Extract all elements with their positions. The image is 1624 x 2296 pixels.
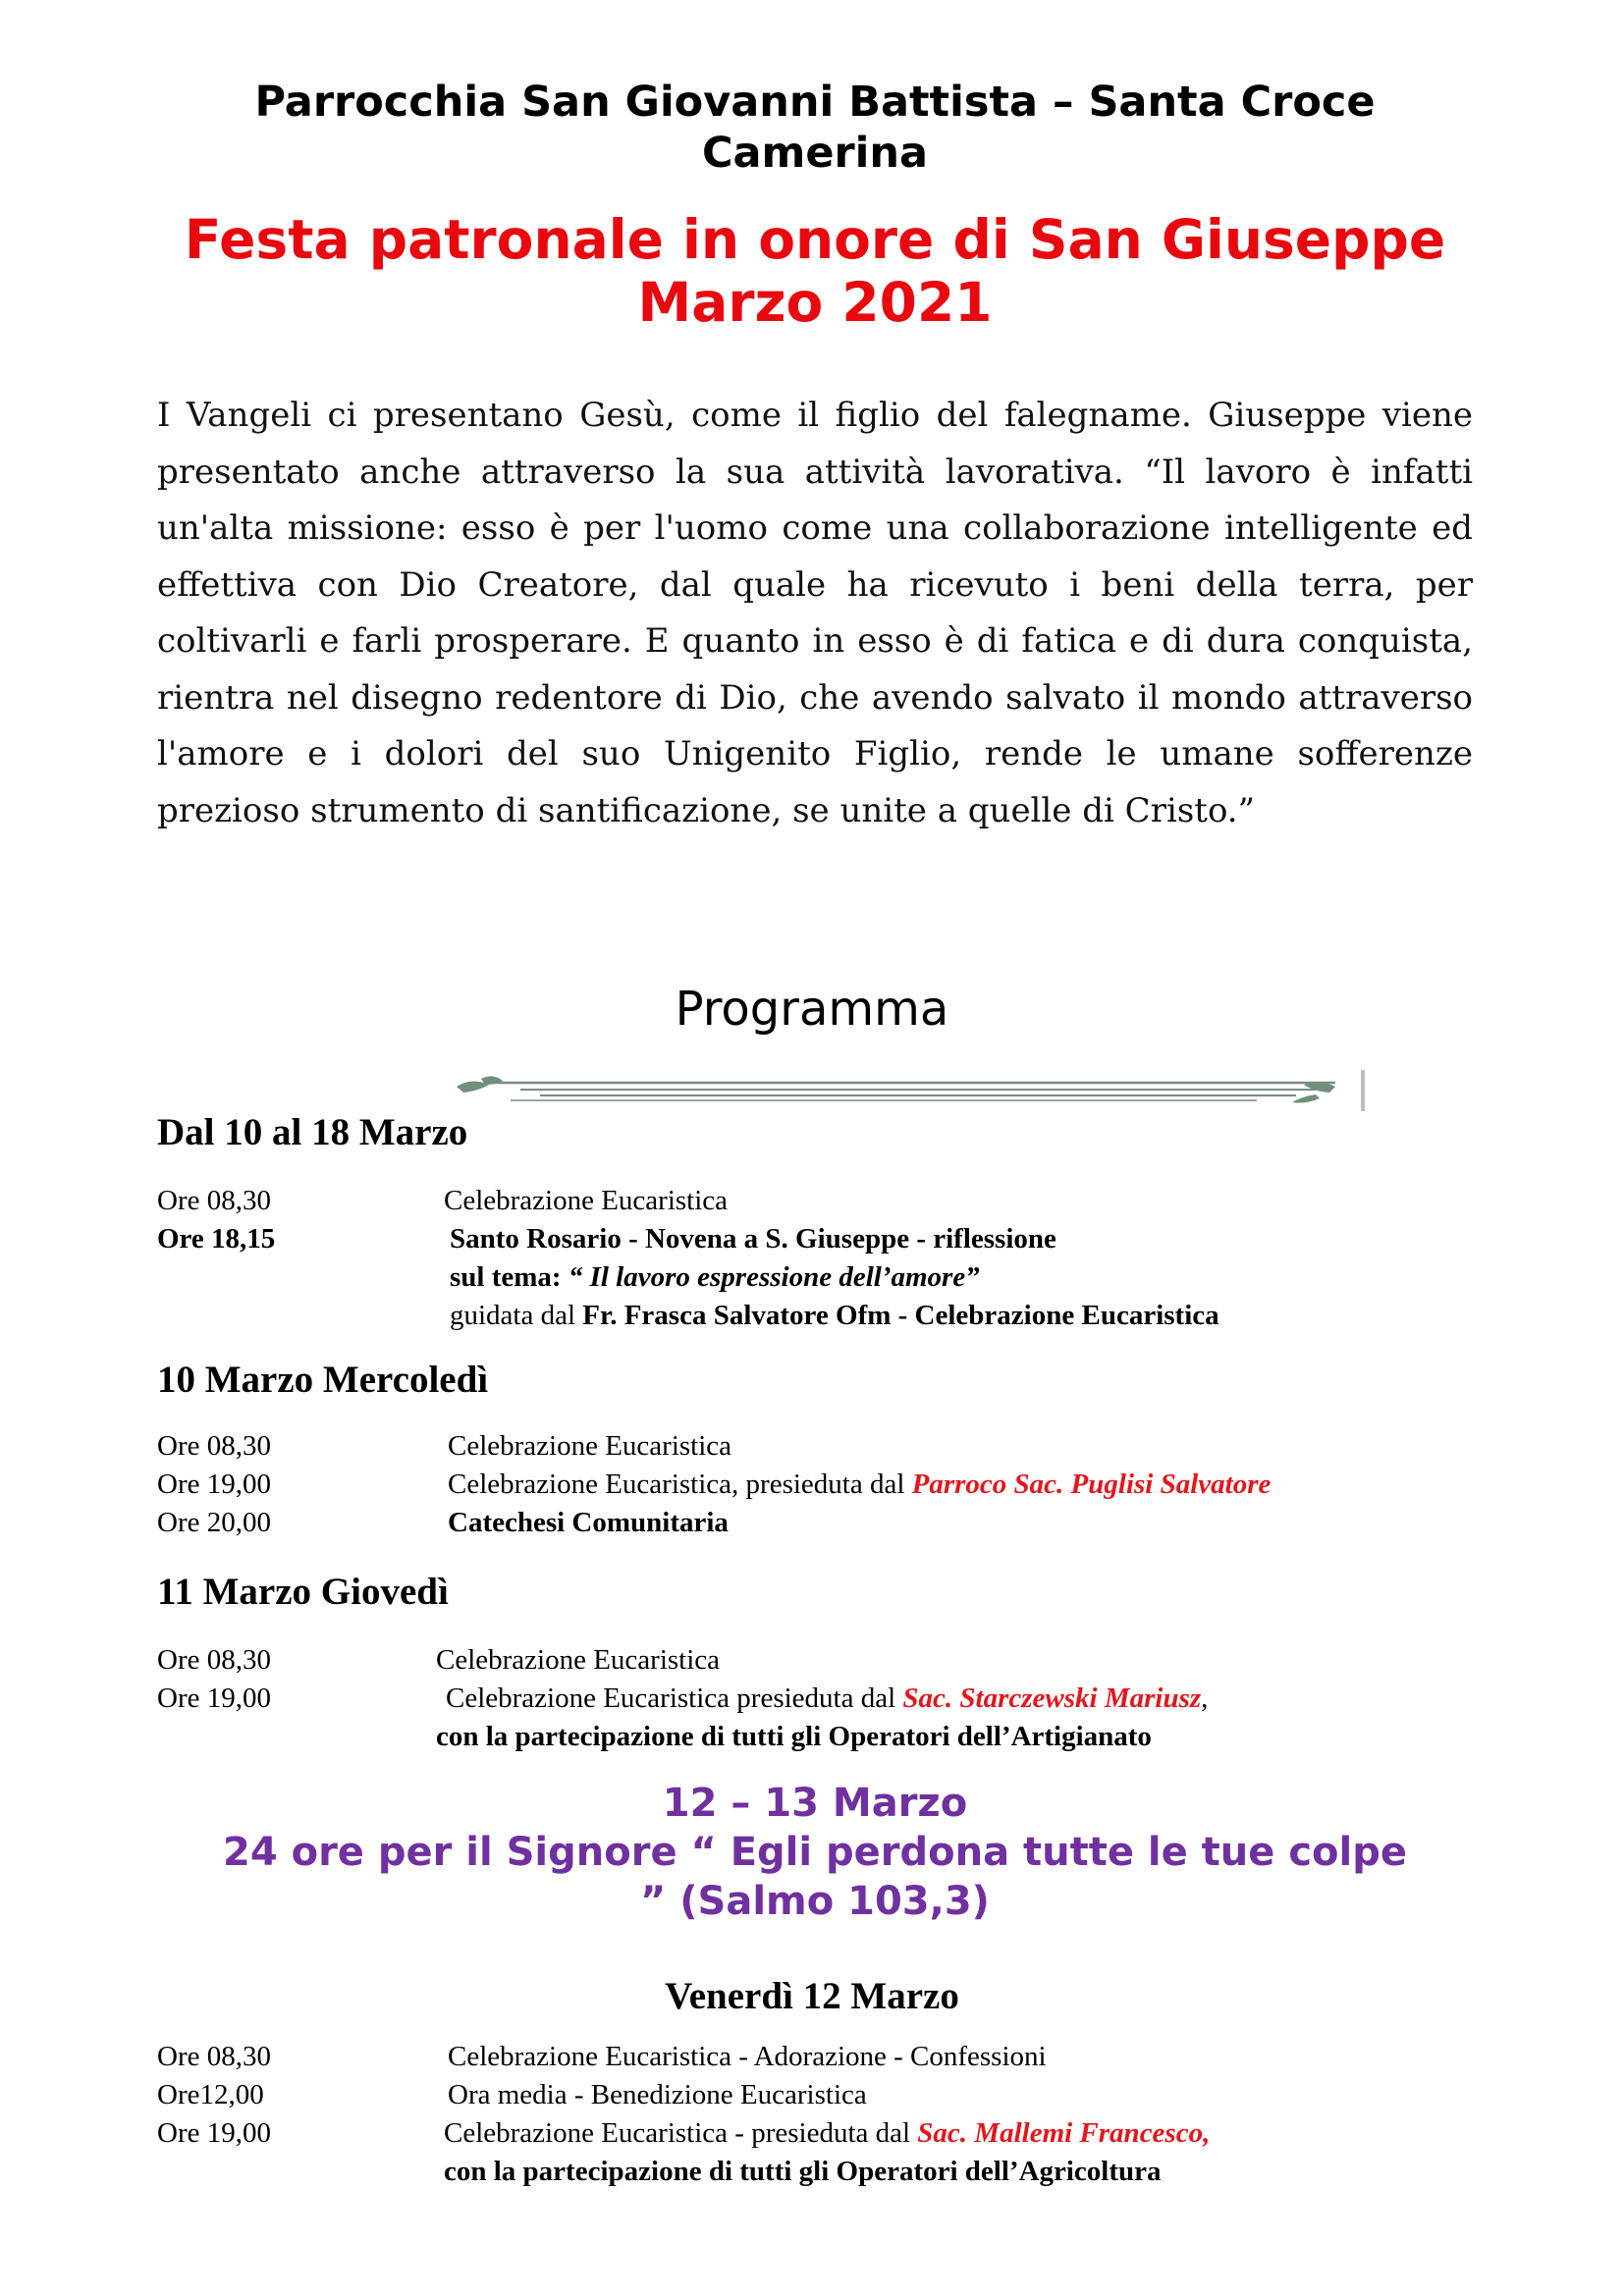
schedule-row <box>157 2038 1473 2076</box>
description-text: Celebrazione Eucaristica presieduta dal <box>446 1682 903 1714</box>
schedule-row <box>157 1297 1473 1335</box>
schedule-11-marzo <box>157 1641 1473 1756</box>
special-event-dates: 12 – 13 Marzo <box>662 1781 968 1826</box>
section-title-10-marzo: 10 Marzo Mercoledì <box>157 1359 489 1401</box>
description <box>446 1680 1208 1718</box>
section-title-venerdi-12-marzo: Venerdì 12 Marzo <box>665 1975 959 2017</box>
schedule-venerdi-12-marzo <box>157 2038 1473 2191</box>
theme-title: “ Il lavoro espressione dell’amore” <box>568 1261 980 1293</box>
special-event-title: 24 ore per il Signore “ Egli perdona tutte le tue colpe <box>223 1830 1407 1875</box>
schedule-row <box>157 2153 1473 2191</box>
description: Ora media - Benedizione Eucaristica <box>448 2079 867 2110</box>
schedule-10-marzo <box>157 1427 1473 1542</box>
description-prefix: sul tema: <box>450 1261 568 1293</box>
time: Ore 20,00 <box>157 1507 271 1538</box>
schedule-row <box>157 1504 1473 1542</box>
description-prefix: guidata dal <box>450 1300 583 1331</box>
description: Celebrazione Eucaristica <box>444 1185 729 1216</box>
time: Ore 19,00 <box>157 1682 271 1714</box>
section-title-11-marzo: 11 Marzo Giovedì <box>157 1571 449 1613</box>
presider-name: Sac. Mallemi Francesco, <box>917 2117 1211 2149</box>
time: Ore12,00 <box>157 2079 264 2110</box>
time: Ore 08,30 <box>157 1644 271 1676</box>
description: Celebrazione Eucaristica <box>448 1430 732 1462</box>
time: Ore 19,00 <box>157 1468 271 1500</box>
intro-paragraph: I Vangeli ci presentano Gesù, come il figlio del falegname. Giuseppe viene presentato anche attraverso la sua attività lavorativa. “Il lavoro è infatti un'alta missione: esso è per l'uomo come una collaborazione intelligente ed effettiva con Dio Creatore, dal quale ha ricevuto i beni della terra, per coltivarli e farli prosperare. E quanto in esso è di fatica e di dura conquista, rientra nel disegno redentore di Dio, che avendo salvato il mondo attraverso l'amore e i dolori del suo Unigenito Figlio, rende le umane sofferenze prezioso strumento di santificazione, se unite a quelle di Cristo.” <box>157 396 1473 830</box>
festa-title-line1: Festa patronale in onore di San Giuseppe <box>184 208 1446 271</box>
parish-title: Parrocchia San Giovanni Battista – Santa Croce Camerina <box>254 78 1376 178</box>
special-event-citation: ” (Salmo 103,3) <box>640 1879 990 1924</box>
description: Catechesi Comunitaria <box>448 1507 729 1538</box>
description <box>450 1297 1219 1335</box>
special-event-heading <box>157 1779 1473 1926</box>
description: Celebrazione Eucaristica - Adorazione - Confessioni <box>448 2041 1047 2072</box>
description <box>444 2114 1210 2153</box>
time: Ore 08,30 <box>157 2041 271 2072</box>
description-text: Celebrazione Eucaristica - presieduta dal <box>444 2117 918 2149</box>
schedule-row <box>157 1182 1473 1220</box>
schedule-row <box>157 1641 1473 1680</box>
description: Celebrazione Eucaristica <box>436 1644 721 1676</box>
time: Ore 08,30 <box>157 1430 271 1462</box>
section-title-10-18-marzo: Dal 10 al 18 Marzo <box>157 1111 468 1153</box>
festa-title-line2: Marzo 2021 <box>637 271 993 334</box>
schedule-row <box>157 1466 1473 1504</box>
schedule-row <box>157 2114 1473 2153</box>
schedule-row <box>157 1258 1473 1297</box>
time: Ore 08,30 <box>157 1185 271 1216</box>
time: Ore 19,00 <box>157 2117 271 2149</box>
description: con la partecipazione di tutti gli Operatori dell’Artigianato <box>436 1721 1152 1752</box>
description <box>450 1258 980 1297</box>
description: con la partecipazione di tutti gli Operatori dell’Agricoltura <box>444 2156 1162 2187</box>
schedule-row <box>157 1718 1473 1756</box>
schedule-10-18-marzo <box>157 1182 1473 1335</box>
description-text: Celebrazione Eucaristica, presieduta dal <box>448 1468 912 1500</box>
schedule-row <box>157 2076 1473 2114</box>
description <box>448 1466 1271 1504</box>
description: Santo Rosario - Novena a S. Giuseppe - riflessione <box>450 1223 1056 1255</box>
ornamental-divider <box>452 1065 1375 1114</box>
schedule-row <box>157 1220 1473 1258</box>
programma-heading: Programma <box>675 982 949 1037</box>
festa-title <box>157 208 1473 334</box>
presider-name: Sac. Starczewski Mariusz <box>902 1682 1202 1714</box>
guide-name: Fr. Frasca Salvatore Ofm - Celebrazione Eucaristica <box>582 1300 1219 1331</box>
schedule-row <box>157 1680 1473 1718</box>
description-tail: , <box>1201 1682 1209 1714</box>
schedule-row <box>157 1427 1473 1466</box>
time: Ore 18,15 <box>157 1223 276 1255</box>
presider-name: Parroco Sac. Puglisi Salvatore <box>911 1468 1272 1500</box>
